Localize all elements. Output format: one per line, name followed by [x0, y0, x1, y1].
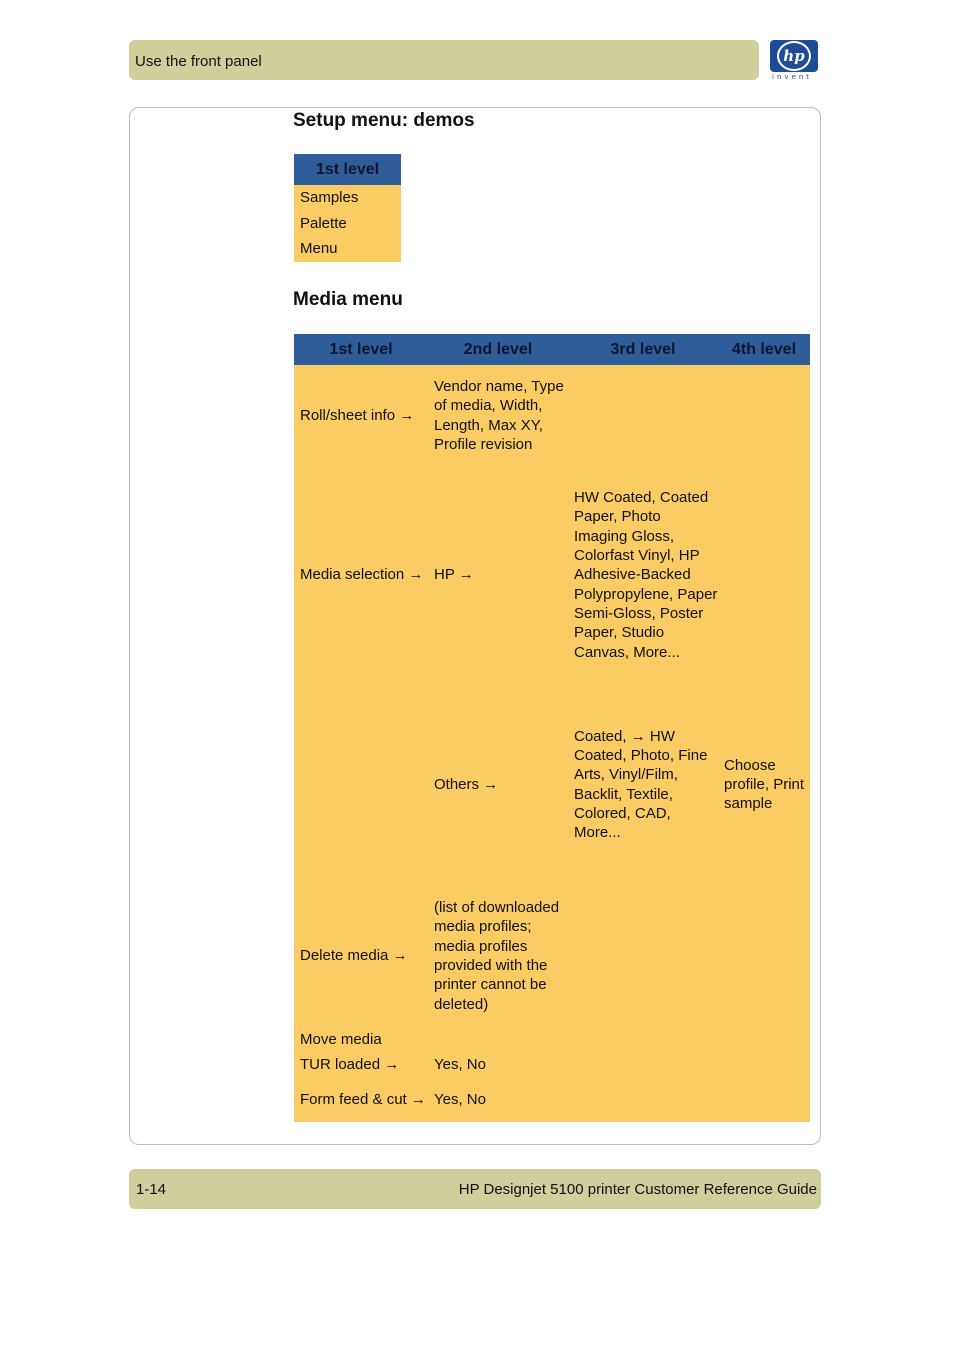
table-row — [294, 1077, 810, 1122]
media-cell — [718, 1077, 810, 1122]
header-section-title: Use the front panel — [135, 53, 262, 70]
media-cell — [718, 1027, 810, 1052]
media-cell: Coated, → HW Coated, Photo, Fine Arts, Vinyl/Film, Backlit, Textile, Colored, CAD, More... — [568, 684, 718, 885]
media-cell — [718, 365, 810, 466]
media-cell: Form feed & cut → — [294, 1077, 428, 1122]
media-header-level-1: 1st level — [294, 334, 428, 365]
setup-demos-item: Palette — [294, 211, 401, 237]
setup-demos-header: 1st level — [294, 154, 401, 185]
media-cell — [718, 885, 810, 1027]
media-cell — [294, 684, 428, 885]
media-cell — [568, 1052, 718, 1077]
logo-word: invent — [772, 73, 813, 81]
media-header-level-3: 3rd level — [568, 334, 718, 365]
setup-demos-item: Menu — [294, 236, 401, 262]
media-cell — [718, 466, 810, 684]
media-cell: Delete media → — [294, 885, 428, 1027]
media-cell: Others → — [428, 684, 568, 885]
page-number: 1-14 — [136, 1181, 167, 1198]
media-cell: Yes, No — [428, 1052, 568, 1077]
media-cell — [718, 1052, 810, 1077]
media-cell: HP → — [428, 466, 568, 684]
table-row — [294, 1027, 810, 1052]
media-menu-title: Media menu — [293, 289, 403, 310]
table-row — [294, 466, 810, 684]
media-cell: Vendor name, Type of media, Width, Length, Max XY, Profile revision — [428, 365, 568, 466]
footer-bar — [129, 1169, 821, 1209]
media-header-level-2: 2nd level — [428, 334, 568, 365]
table-row — [294, 365, 810, 466]
table-row — [294, 684, 810, 885]
media-cell: HW Coated, Coated Paper, Photo Imaging Gloss, Colorfast Vinyl, HP Adhesive-Backed Polypropylene, Paper Semi-Gloss, Poster Paper, Studio Canvas, More... — [568, 466, 718, 684]
media-cell: Move media — [294, 1027, 428, 1052]
media-cell: TUR loaded → — [294, 1052, 428, 1077]
media-menu-table — [294, 334, 810, 1122]
table-row — [294, 1052, 810, 1077]
guide-title: HP Designjet 5100 printer Customer Reference Guide — [458, 1181, 817, 1198]
media-header-level-4: 4th level — [718, 334, 810, 365]
header-bar — [129, 40, 759, 80]
media-cell — [428, 1027, 568, 1052]
media-cell: Media selection → — [294, 466, 428, 684]
setup-demos-title: Setup menu: demos — [293, 110, 475, 131]
setup-demos-table — [294, 154, 401, 262]
logo-mark: hp — [777, 41, 811, 71]
logo-badge — [770, 40, 818, 72]
media-cell — [568, 365, 718, 466]
media-cell: Yes, No — [428, 1077, 568, 1122]
media-cell — [568, 1077, 718, 1122]
media-cell — [568, 885, 718, 1027]
setup-demos-item: Samples — [294, 185, 401, 211]
hp-invent-logo-icon — [768, 38, 820, 84]
media-cell: Choose profile, Print sample — [718, 684, 810, 885]
media-cell: Roll/sheet info → — [294, 365, 428, 466]
media-cell: (list of downloaded media profiles; media profiles provided with the printer cannot be deleted) — [428, 885, 568, 1027]
media-cell — [568, 1027, 718, 1052]
table-row — [294, 885, 810, 1027]
